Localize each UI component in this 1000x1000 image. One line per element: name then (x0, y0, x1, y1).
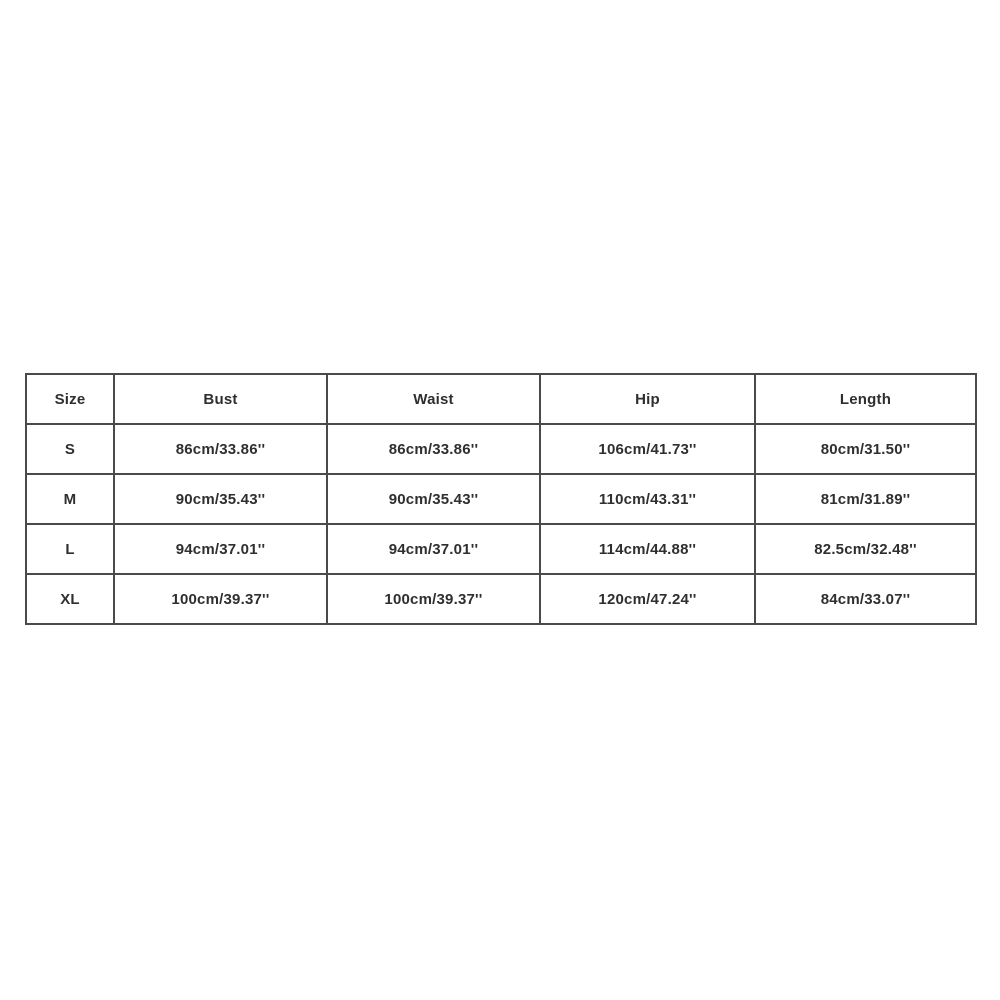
header-cell-waist: Waist (327, 374, 540, 424)
header-cell-bust: Bust (114, 374, 327, 424)
measurement-cell: 86cm/33.86'' (114, 424, 327, 474)
header-cell-size: Size (26, 374, 114, 424)
size-cell: XL (26, 574, 114, 624)
size-cell: M (26, 474, 114, 524)
measurement-cell: 90cm/35.43'' (327, 474, 540, 524)
measurement-cell: 110cm/43.31'' (540, 474, 755, 524)
size-chart-table (25, 373, 977, 625)
measurement-cell: 120cm/47.24'' (540, 574, 755, 624)
header-cell-hip: Hip (540, 374, 755, 424)
size-cell: S (26, 424, 114, 474)
measurement-cell: 106cm/41.73'' (540, 424, 755, 474)
size-chart-body (26, 424, 976, 624)
size-chart-header (26, 374, 976, 424)
header-cell-length: Length (755, 374, 976, 424)
measurement-cell: 84cm/33.07'' (755, 574, 976, 624)
table-row-xl (26, 574, 976, 624)
measurement-cell: 80cm/31.50'' (755, 424, 976, 474)
measurement-cell: 94cm/37.01'' (114, 524, 327, 574)
table-row-l (26, 524, 976, 574)
measurement-cell: 100cm/39.37'' (327, 574, 540, 624)
measurement-cell: 94cm/37.01'' (327, 524, 540, 574)
measurement-cell: 90cm/35.43'' (114, 474, 327, 524)
table-row-m (26, 474, 976, 524)
header-row (26, 374, 976, 424)
table-row-s (26, 424, 976, 474)
measurement-cell: 114cm/44.88'' (540, 524, 755, 574)
measurement-cell: 86cm/33.86'' (327, 424, 540, 474)
measurement-cell: 82.5cm/32.48'' (755, 524, 976, 574)
measurement-cell: 100cm/39.37'' (114, 574, 327, 624)
size-cell: L (26, 524, 114, 574)
measurement-cell: 81cm/31.89'' (755, 474, 976, 524)
